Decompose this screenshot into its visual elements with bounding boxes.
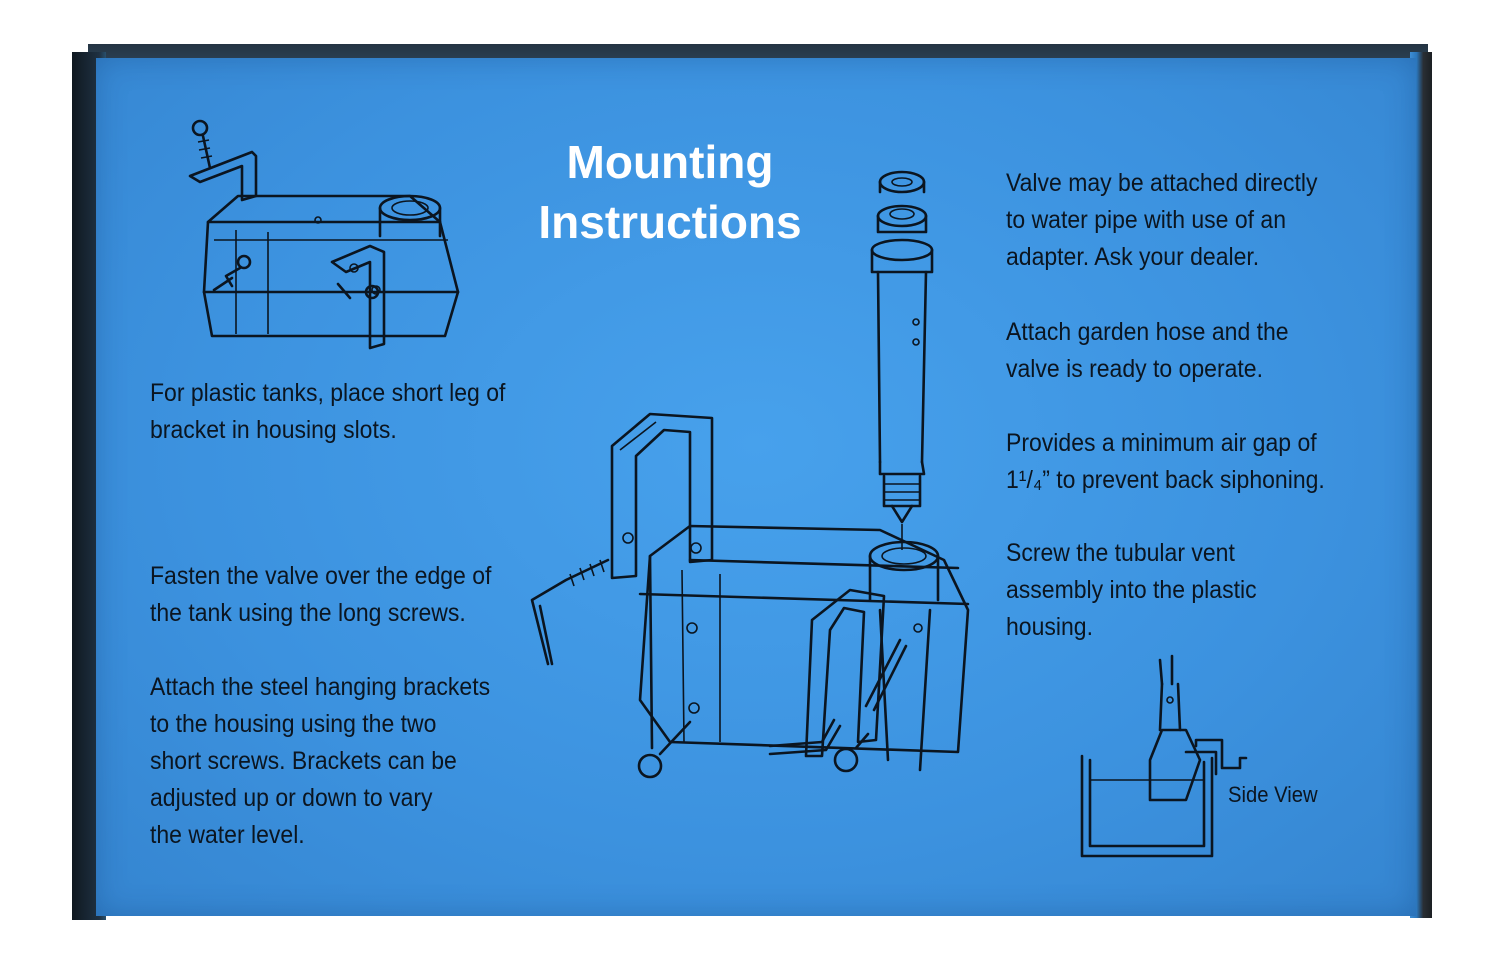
page-title: Mounting Instructions — [538, 136, 802, 248]
instruction-attach-brackets: Attach the steel hanging brackets to the housing using the two short screws. Brackets can be adjusted up or down to vary the water level. — [150, 673, 491, 849]
instruction-vent-assembly: Screw the tubular vent assembly into the plastic housing. — [1006, 539, 1257, 641]
instruction-plastic-tanks: For plastic tanks, place short leg of bracket in housing slots. — [150, 379, 506, 444]
instruction-garden-hose: Attach garden hose and the valve is ready to operate. — [1006, 318, 1289, 383]
instruction-air-gap: Provides a minimum air gap of 1¹/₄” to prevent back siphoning. — [1006, 429, 1325, 494]
plastic-tank-illustration — [190, 121, 458, 348]
valve-housing-illustration — [532, 172, 968, 777]
side-view-caption: Side View — [1228, 782, 1318, 807]
side-view-illustration — [1082, 656, 1246, 856]
instruction-fasten-valve: Fasten the valve over the edge of the tank using the long screws. — [150, 562, 492, 627]
instruction-adapter-note: Valve may be attached directly to water pipe with use of an adapter. Ask your dealer. — [1006, 169, 1318, 271]
